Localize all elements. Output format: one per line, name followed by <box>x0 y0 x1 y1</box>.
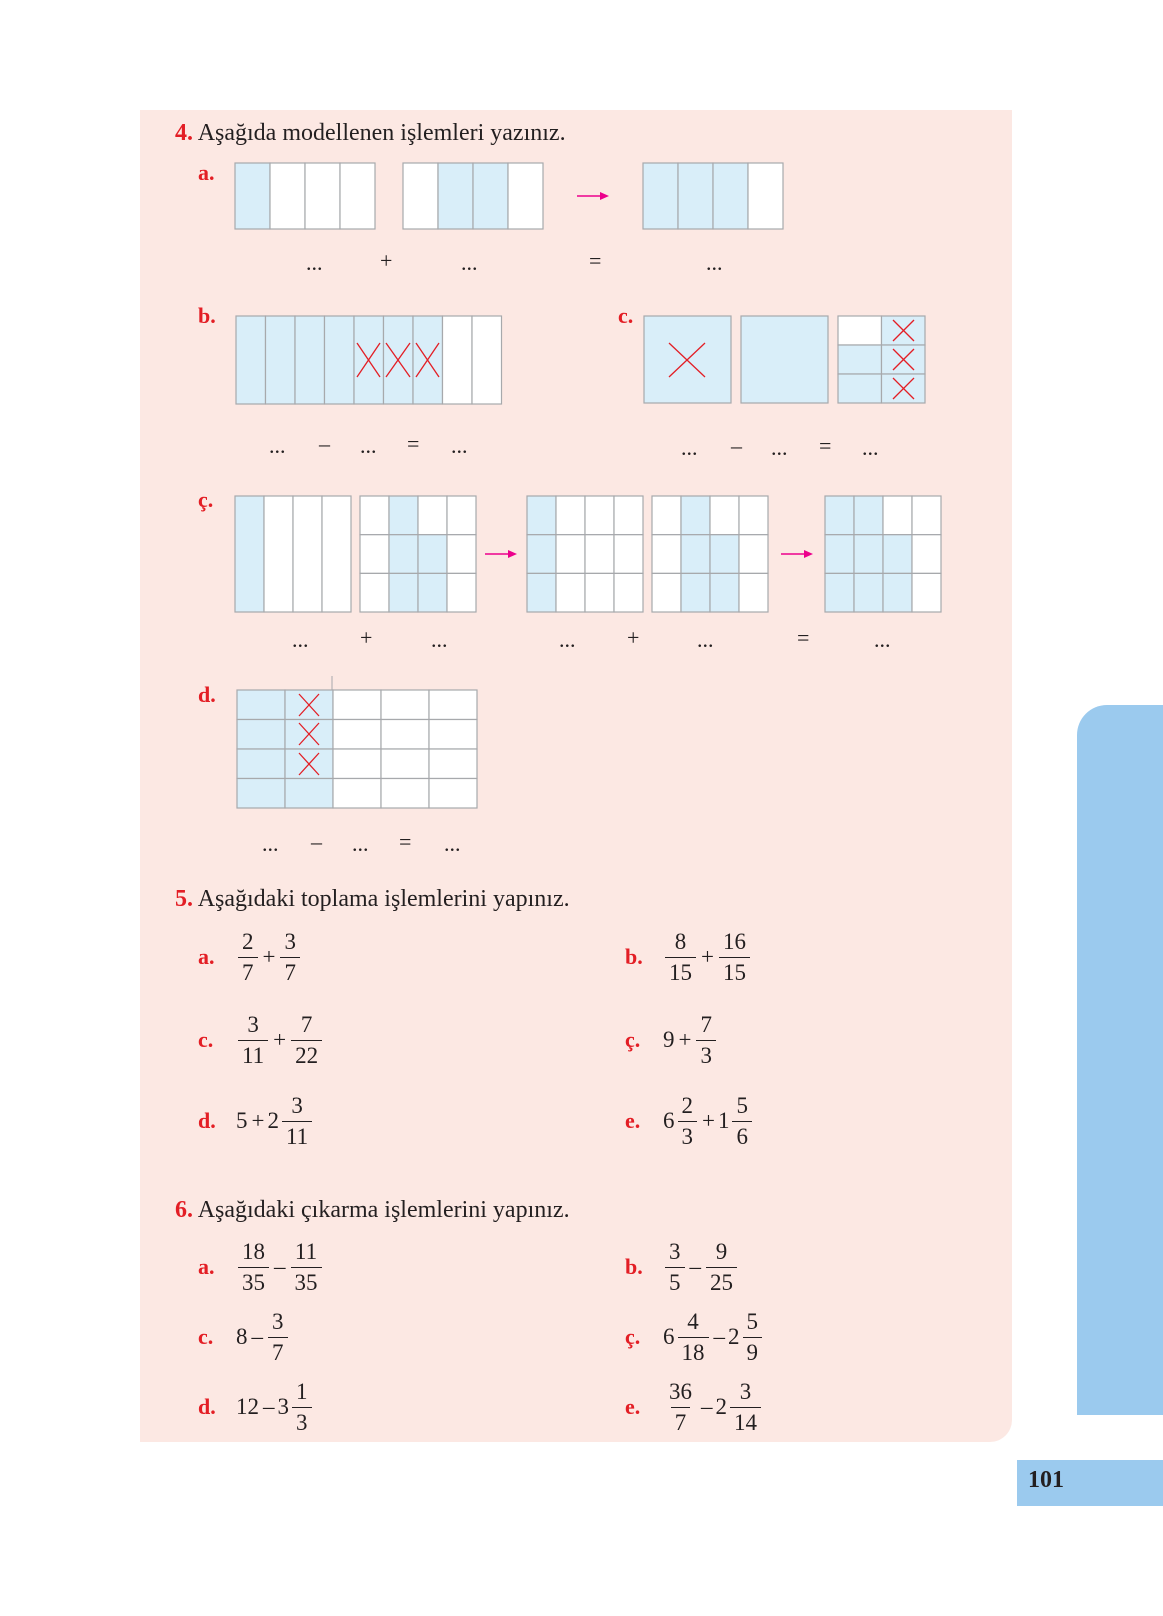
q5e-whole-1: 6 <box>663 1108 675 1133</box>
q4a-equals: = <box>589 248 602 273</box>
q4a-models <box>234 162 794 232</box>
q5e-fraction-1: $\frac{2}{3}$ <box>678 1093 698 1150</box>
q4a-arrow <box>577 192 609 200</box>
q4cc-models <box>234 495 949 617</box>
q6b-label: b. <box>625 1254 643 1279</box>
q4-label-cc: ç. <box>198 487 214 512</box>
q6cc-whole-2: 2 <box>728 1324 740 1349</box>
q5c-fraction-1: $\frac{3}{11}$ <box>238 1012 268 1069</box>
q5c-label: c. <box>198 1027 214 1052</box>
q6a-operator: – <box>274 1254 286 1279</box>
q6-item-cc <box>625 1302 764 1372</box>
q6-item-e <box>625 1372 763 1442</box>
q6e-operator: – <box>701 1394 713 1419</box>
q5a-label: a. <box>198 944 215 969</box>
q5d-whole-1: 5 <box>236 1108 248 1133</box>
q4c-blank-1: ... <box>681 435 698 460</box>
q4a-plus: + <box>380 248 393 273</box>
q5-item-a <box>198 922 302 992</box>
q4cc-model-4 <box>652 496 768 612</box>
q5-item-c <box>198 1005 324 1075</box>
q5cc-whole-1: 9 <box>663 1027 675 1052</box>
q4b-equals: = <box>407 431 420 456</box>
q6cc-fraction-2: $\frac{5}{9}$ <box>743 1309 763 1366</box>
q5d-whole-2: 2 <box>267 1108 279 1133</box>
q4c-models <box>643 315 933 407</box>
q4a-blank-2: ... <box>461 250 478 275</box>
q4a-model-1 <box>235 163 375 229</box>
q6cc-operator: – <box>713 1324 725 1349</box>
q4cc-blank-2: ... <box>431 627 448 652</box>
q4b-blank-3: ... <box>451 433 468 458</box>
q4c-equals: = <box>819 433 832 458</box>
q4d-model <box>236 676 481 810</box>
q6d-label: d. <box>198 1394 216 1419</box>
q4b-blank-1: ... <box>269 433 286 458</box>
q5cc-label: ç. <box>625 1027 641 1052</box>
question-5-title <box>175 886 570 913</box>
q4-label-b: b. <box>198 303 216 328</box>
q4c-blank-3: ... <box>862 435 879 460</box>
q6a-fraction-1: $\frac{18}{35}$ <box>238 1239 269 1296</box>
q5cc-fraction-2: $\frac{7}{3}$ <box>696 1012 716 1069</box>
q5e-whole-2: 1 <box>717 1108 730 1133</box>
q6cc-fraction-1: $\frac{4}{18}$ <box>678 1309 709 1366</box>
q4a-blank-1: ... <box>306 250 323 275</box>
question-6-title <box>175 1197 570 1224</box>
q5-item-e <box>625 1086 754 1156</box>
q6d-fraction-2: $\frac{1}{3}$ <box>292 1379 312 1436</box>
question-5-text: Aşağıdaki toplama işlemlerini yapınız. <box>197 886 570 912</box>
question-4-title <box>175 120 566 147</box>
q5b-label: b. <box>625 944 643 969</box>
q4-label-d: d. <box>198 682 216 707</box>
q6d-whole-1: 12 <box>236 1394 259 1419</box>
q4d-blank-2: ... <box>352 831 369 856</box>
q4c-square-1 <box>644 316 731 403</box>
q4cc-blank-3: ... <box>559 627 576 652</box>
q6cc-whole-1: 6 <box>663 1324 675 1349</box>
q5a-fraction-1: $\frac{2}{7}$ <box>238 929 258 986</box>
q4a-result <box>643 163 783 229</box>
q4cc-model-3 <box>527 496 643 612</box>
q6a-label: a. <box>198 1254 215 1279</box>
q6d-operator: – <box>263 1394 275 1419</box>
q4c-square-2 <box>741 316 828 403</box>
q6a-fraction-2: $\frac{11}{35}$ <box>291 1239 322 1296</box>
q4a-blank-3: ... <box>706 250 723 275</box>
q6-item-c <box>198 1302 290 1372</box>
q4-label-c: c. <box>618 303 634 328</box>
q6c-operator: – <box>251 1324 263 1349</box>
q6-item-b <box>625 1232 739 1302</box>
side-tab <box>1077 705 1163 1415</box>
q5e-label: e. <box>625 1108 641 1133</box>
q6e-fraction-2: $\frac{3}{14}$ <box>730 1379 761 1436</box>
q4cc-blank-4: ... <box>697 627 714 652</box>
q6c-whole-1: 8 <box>236 1324 248 1349</box>
q6e-label: e. <box>625 1394 641 1419</box>
q5d-fraction-2: $\frac{3}{11}$ <box>282 1093 312 1150</box>
q4cc-result <box>825 496 941 612</box>
page-number: 101 <box>1028 1467 1064 1493</box>
q4cc-model-2 <box>360 496 476 612</box>
q5d-label: d. <box>198 1108 216 1133</box>
q5e-fraction-2: $\frac{5}{6}$ <box>732 1093 752 1150</box>
question-6-number: 6. <box>175 1197 193 1223</box>
q5b-operator: + <box>701 944 714 969</box>
q6b-fraction-2: $\frac{9}{25}$ <box>706 1239 737 1296</box>
q4d-blank-3: ... <box>444 831 461 856</box>
question-6-text: Aşağıdaki çıkarma işlemlerini yapınız. <box>197 1197 570 1223</box>
question-4-number: 4. <box>175 120 193 146</box>
q5b-fraction-2: $\frac{16}{15}$ <box>719 929 750 986</box>
q5e-operator: + <box>702 1108 715 1133</box>
q4cc-blank-5: ... <box>874 627 891 652</box>
q6e-whole-2: 2 <box>715 1394 727 1419</box>
q5-item-b <box>625 922 752 992</box>
q6b-fraction-1: $\frac{3}{5}$ <box>665 1239 685 1296</box>
q6d-whole-2: 3 <box>277 1394 289 1419</box>
q4d-blank-1: ... <box>262 831 279 856</box>
q4c-square-3 <box>838 316 925 403</box>
q4b-model <box>235 315 505 407</box>
q4b-minus: – <box>319 431 330 456</box>
q4cc-blank-1: ... <box>292 627 309 652</box>
q6cc-label: ç. <box>625 1324 641 1349</box>
q5-item-cc <box>625 1005 718 1075</box>
q5d-operator: + <box>251 1108 265 1133</box>
q5b-fraction-1: $\frac{8}{15}$ <box>665 929 696 986</box>
q4d-minus: – <box>311 829 322 854</box>
q4a-model-2 <box>403 163 543 229</box>
q4d-equals: = <box>399 829 412 854</box>
q6c-label: c. <box>198 1324 214 1349</box>
q4cc-plus-1: + <box>360 625 373 650</box>
q5c-fraction-2: $\frac{7}{22}$ <box>291 1012 322 1069</box>
q4cc-arrow-1 <box>485 550 517 558</box>
q4cc-equals: = <box>797 625 810 650</box>
q5a-fraction-2: $\frac{3}{7}$ <box>280 929 300 986</box>
q6-item-a <box>198 1232 324 1302</box>
q4cc-arrow-2 <box>781 550 813 558</box>
q6e-fraction-1: $\frac{36}{7}$ <box>669 1378 692 1435</box>
q6b-operator: – <box>689 1254 701 1279</box>
q5c-operator: + <box>273 1027 287 1052</box>
question-5-number: 5. <box>175 886 193 912</box>
q4-label-a: a. <box>198 160 215 185</box>
q4cc-model-1 <box>235 496 351 612</box>
q4b-blank-2: ... <box>360 433 377 458</box>
q5cc-operator: + <box>678 1027 692 1052</box>
q4cc-plus-2: + <box>627 625 640 650</box>
q6-item-d <box>198 1372 314 1442</box>
q5a-operator: + <box>262 944 276 969</box>
q4c-minus: – <box>731 433 742 458</box>
q5-item-d <box>198 1086 314 1156</box>
q6c-fraction-2: $\frac{3}{7}$ <box>268 1309 288 1366</box>
q4c-blank-2: ... <box>771 435 788 460</box>
question-4-text: Aşağıda modellenen işlemleri yazınız. <box>197 120 566 146</box>
